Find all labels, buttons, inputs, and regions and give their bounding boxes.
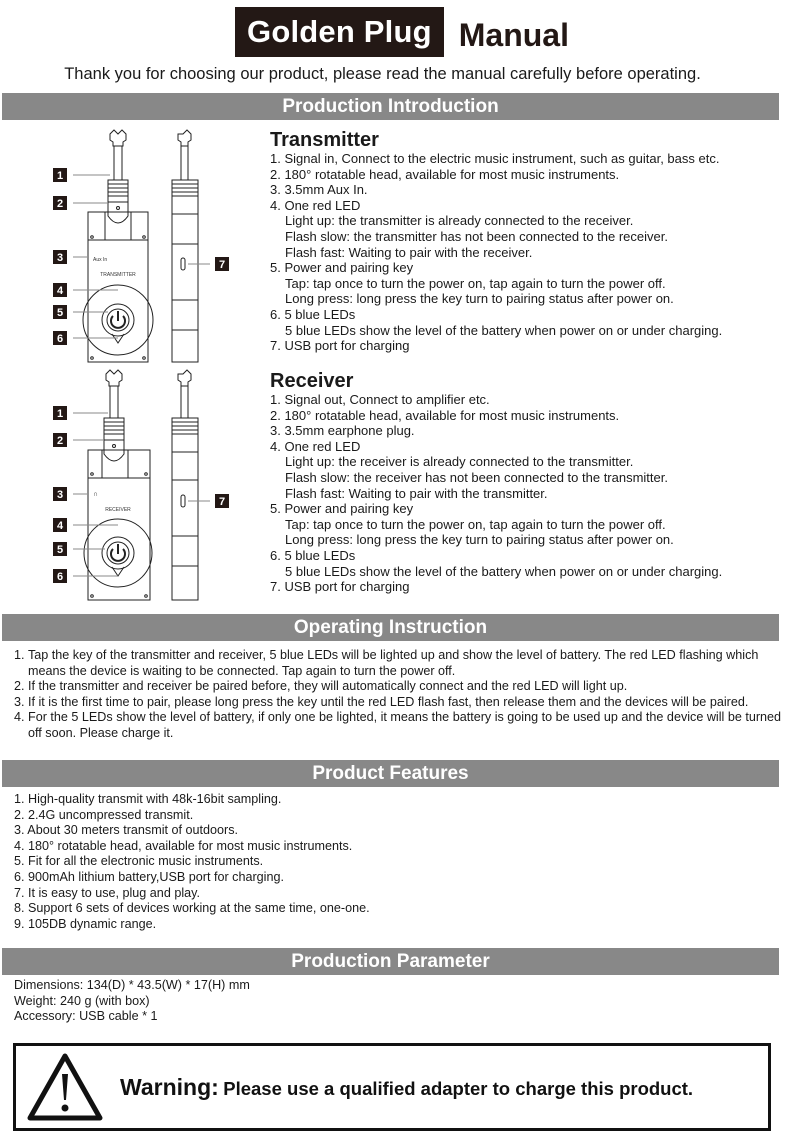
warning-triangle-icon bbox=[26, 1052, 104, 1122]
callout-2: 2 bbox=[56, 435, 64, 447]
section-header-parameter: Production Parameter bbox=[2, 948, 779, 975]
list-item-detail: Long press: long press the key turn to pairing status after power on. bbox=[285, 291, 674, 307]
feature-item: 4. 180° rotatable head, available for most music instruments. bbox=[14, 838, 353, 853]
parameter-item: Weight: 240 g (with box) bbox=[14, 993, 150, 1008]
section-header-introduction: Production Introduction bbox=[2, 93, 779, 120]
callout-3: 3 bbox=[56, 489, 64, 501]
operating-instruction-list bbox=[14, 648, 784, 742]
title-row bbox=[235, 7, 569, 57]
warning-label: Warning: bbox=[120, 1073, 219, 1100]
feature-item: 8. Support 6 sets of devices working at the same time, one-one. bbox=[14, 901, 370, 916]
device-label: RECEIVER bbox=[105, 507, 131, 513]
feature-item: 3. About 30 meters transmit of outdoors. bbox=[14, 823, 239, 838]
list-item-detail: 5 blue LEDs show the level of the battery when power on or under charging. bbox=[285, 563, 723, 579]
receiver-description bbox=[270, 370, 770, 595]
list-item: 1. Signal in, Connect to the electric music instrument, such as guitar, bass etc. bbox=[270, 151, 720, 166]
section-header-features: Product Features bbox=[2, 760, 779, 787]
list-item-detail: Flash fast: Waiting to pair with the receiver. bbox=[285, 244, 533, 260]
callout-4: 4 bbox=[56, 520, 64, 532]
step-text: Tap the key of the transmitter and receiver, 5 blue LEDs will be lighted up and show the level of battery. The red LED flashing which means the device is waiting to be connected. Tap again to turn the power off. bbox=[28, 648, 759, 678]
list-item-detail: Flash slow: the transmitter has not been connected to the receiver. bbox=[285, 228, 668, 244]
list-item: 5. Power and pairing key bbox=[270, 260, 414, 276]
step-text: If the transmitter and receiver be paired before, they will automatically connect and the red LED will light up. bbox=[28, 679, 628, 694]
list-item-detail: Light up: the receiver is already connected to the transmitter. bbox=[285, 454, 634, 470]
parameter-item: Accessory: USB cable * 1 bbox=[14, 1009, 158, 1024]
product-features-list bbox=[14, 792, 370, 932]
operating-step bbox=[14, 695, 784, 711]
callout-7: 7 bbox=[218, 496, 226, 508]
step-number: 4. bbox=[14, 710, 25, 725]
warning-text bbox=[120, 1074, 693, 1101]
transmitter-illustration bbox=[50, 128, 245, 368]
list-item: 7. USB port for charging bbox=[270, 338, 410, 354]
callout-1: 1 bbox=[56, 170, 64, 182]
operating-step bbox=[14, 679, 784, 695]
receiver-illustration bbox=[50, 368, 245, 608]
list-item: 3. 3.5mm earphone plug. bbox=[270, 423, 415, 439]
list-item: 7. USB port for charging bbox=[270, 579, 410, 595]
list-item-detail: Tap: tap once to turn the power on, tap again to turn the power off. bbox=[285, 275, 666, 291]
callout-5: 5 bbox=[56, 307, 64, 319]
feature-item: 7. It is easy to use, plug and play. bbox=[14, 885, 200, 900]
step-number: 1. bbox=[14, 648, 25, 662]
parameter-item: Dimensions: 134(D) * 43.5(W) * 17(H) mm bbox=[14, 978, 250, 992]
list-item: 6. 5 blue LEDs bbox=[270, 547, 356, 563]
step-number: 3. bbox=[14, 694, 25, 709]
feature-item: 6. 900mAh lithium battery,USB port for charging. bbox=[14, 869, 284, 884]
receiver-diagram bbox=[50, 368, 245, 608]
transmitter-heading: Transmitter bbox=[270, 129, 379, 151]
list-item: 2. 180° rotatable head, available for most music instruments. bbox=[270, 166, 620, 182]
callout-1: 1 bbox=[56, 408, 64, 420]
transmitter-diagram bbox=[50, 128, 245, 368]
callout-2: 2 bbox=[56, 198, 64, 210]
list-item: 5. Power and pairing key bbox=[270, 501, 414, 517]
list-item-detail: Tap: tap once to turn the power on, tap again to turn the power off. bbox=[285, 516, 666, 532]
list-item: 4. One red LED bbox=[270, 438, 361, 454]
step-number: 2. bbox=[14, 679, 25, 694]
callout-6: 6 bbox=[56, 333, 64, 345]
device-label: TRANSMITTER bbox=[100, 272, 136, 278]
callout-4: 4 bbox=[56, 285, 64, 297]
page-title: Manual bbox=[458, 16, 569, 53]
feature-item: 1. High-quality transmit with 48k-16bit sampling. bbox=[14, 792, 282, 806]
transmitter-description bbox=[270, 129, 770, 354]
callout-3: 3 bbox=[56, 252, 64, 264]
list-item-detail: Flash fast: Waiting to pair with the transmitter. bbox=[285, 485, 548, 501]
list-item-detail: Light up: the transmitter is already connected to the receiver. bbox=[285, 213, 634, 229]
warning-box bbox=[13, 1043, 771, 1131]
parameter-list bbox=[14, 978, 250, 1025]
list-item: 4. One red LED bbox=[270, 197, 361, 213]
aux-in-label: Aux In bbox=[93, 257, 108, 263]
list-item: 2. 180° rotatable head, available for most music instruments. bbox=[270, 407, 620, 423]
transmitter-feature-list bbox=[270, 151, 770, 354]
feature-item: 5. Fit for all the electronic music instruments. bbox=[14, 854, 264, 869]
warning-message: Please use a qualified adapter to charge this product. bbox=[223, 1077, 694, 1099]
step-text: For the 5 LEDs show the level of battery, if only one be lighted, it means the battery is going to be used up and the device will be turned off soon. Please charge it. bbox=[28, 710, 782, 740]
callout-7: 7 bbox=[218, 259, 226, 271]
feature-item: 9. 105DB dynamic range. bbox=[14, 916, 157, 931]
list-item-detail: Flash slow: the receiver has not been connected to the transmitter. bbox=[285, 469, 668, 485]
operating-step bbox=[14, 648, 784, 679]
brand-name: Golden Plug bbox=[235, 7, 444, 57]
receiver-heading: Receiver bbox=[270, 370, 354, 392]
list-item: 6. 5 blue LEDs bbox=[270, 306, 356, 322]
step-text: If it is the first time to pair, please long press the key until the red LED flash fast, then release them and the devices will be paired. bbox=[28, 694, 749, 709]
feature-item: 2. 2.4G uncompressed transmit. bbox=[14, 807, 194, 822]
headphone-icon: ∩ bbox=[93, 491, 99, 498]
intro-text: Thank you for choosing our product, please read the manual carefully before operating. bbox=[64, 65, 701, 83]
receiver-feature-list bbox=[270, 392, 770, 595]
operating-step bbox=[14, 710, 784, 741]
list-item: 3. 3.5mm Aux In. bbox=[270, 182, 368, 198]
callout-6: 6 bbox=[56, 571, 64, 583]
list-item-detail: 5 blue LEDs show the level of the battery when power on or under charging. bbox=[285, 322, 723, 338]
list-item-detail: Long press: long press the key turn to pairing status after power on. bbox=[285, 532, 674, 548]
callout-5: 5 bbox=[56, 544, 64, 556]
list-item: 1. Signal out, Connect to amplifier etc. bbox=[270, 392, 490, 407]
section-header-operating: Operating Instruction bbox=[2, 614, 779, 641]
